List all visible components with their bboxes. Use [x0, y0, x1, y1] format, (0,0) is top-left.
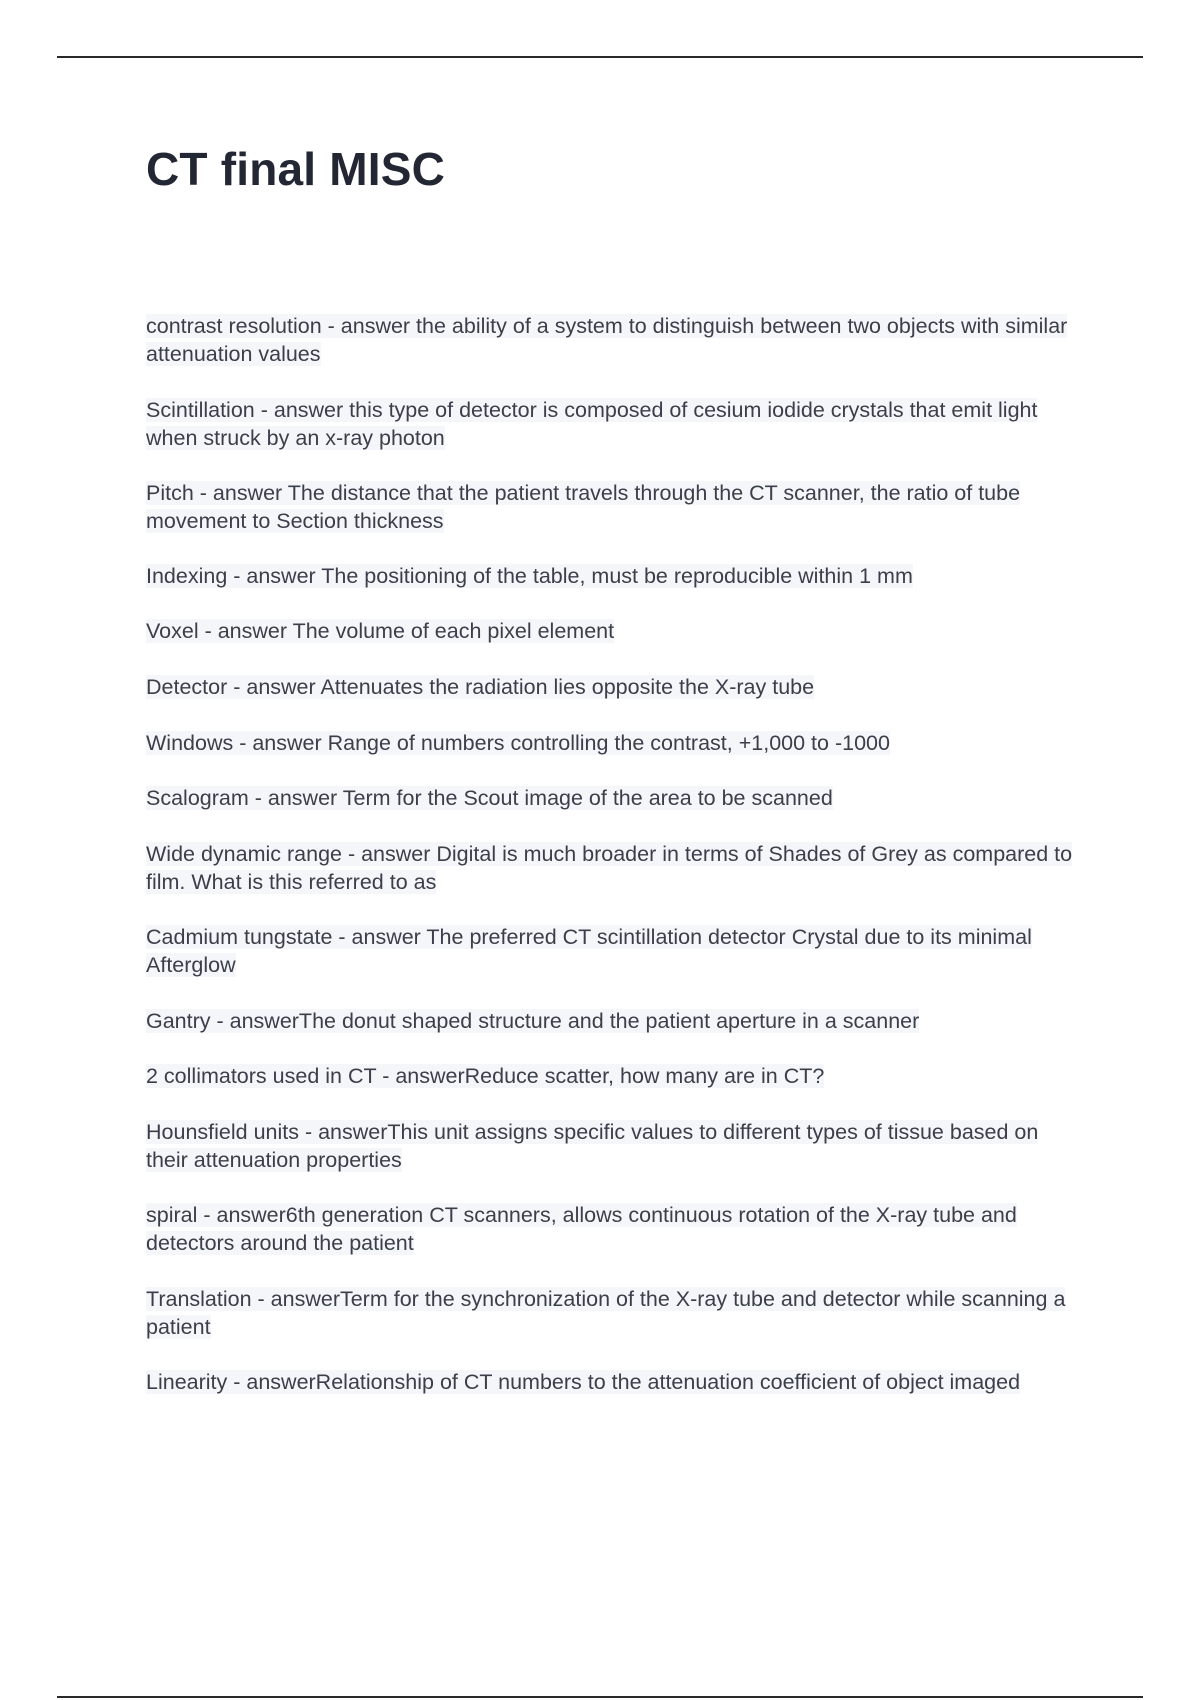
- entry-text: Detector - answer Attenuates the radiation lies opposite the X-ray tube: [146, 675, 815, 699]
- entry-text: Linearity - answerRelationship of CT numbers to the attenuation coefficient of object imaged: [146, 1370, 1021, 1394]
- entry-text: Pitch - answer The distance that the patient travels through the CT scanner, the ratio of tube movement to Section thickness: [146, 481, 1021, 533]
- bottom-rule: [57, 1696, 1143, 1698]
- entry-text: Scintillation - answer this type of detector is composed of cesium iodide crystals that emit light when struck by an x-ray photon: [146, 398, 1038, 450]
- list-item: [146, 312, 1086, 368]
- entry-text: spiral - answer6th generation CT scanners, allows continuous rotation of the X-ray tube and detectors around the patient: [146, 1203, 1017, 1255]
- page-title: CT final MISC: [146, 143, 446, 195]
- entry-text: Wide dynamic range - answer Digital is much broader in terms of Shades of Grey as compared to film. What is this referred to as: [146, 842, 1073, 894]
- list-item: [146, 729, 1086, 757]
- list-item: [146, 1285, 1086, 1341]
- flashcard-list: [146, 312, 1086, 1396]
- list-item: [146, 396, 1086, 452]
- list-item: [146, 1118, 1086, 1174]
- entry-text: 2 collimators used in CT - answerReduce scatter, how many are in CT?: [146, 1064, 825, 1088]
- entry-text: Translation - answerTerm for the synchronization of the X-ray tube and detector while scanning a patient: [146, 1287, 1066, 1339]
- list-item: [146, 1007, 1086, 1035]
- list-item: [146, 617, 1086, 645]
- list-item: [146, 1062, 1086, 1090]
- list-item: [146, 1368, 1086, 1396]
- entry-text: Hounsfield units - answerThis unit assigns specific values to different types of tissue based on their attenuation properties: [146, 1120, 1039, 1172]
- list-item: [146, 562, 1086, 590]
- entry-text: Gantry - answerThe donut shaped structure and the patient aperture in a scanner: [146, 1009, 920, 1033]
- list-item: [146, 673, 1086, 701]
- entry-text: contrast resolution - answer the ability of a system to distinguish between two objects with similar attenuation values: [146, 314, 1068, 366]
- entry-text: Scalogram - answer Term for the Scout image of the area to be scanned: [146, 786, 833, 810]
- list-item: [146, 479, 1086, 535]
- list-item: [146, 1201, 1086, 1257]
- top-rule: [57, 56, 1143, 58]
- list-item: [146, 840, 1086, 896]
- entry-text: Windows - answer Range of numbers controlling the contrast, +1,000 to -1000: [146, 731, 890, 755]
- list-item: [146, 784, 1086, 812]
- entry-text: Indexing - answer The positioning of the table, must be reproducible within 1 mm: [146, 564, 913, 588]
- list-item: [146, 923, 1086, 979]
- entry-text: Voxel - answer The volume of each pixel element: [146, 619, 615, 643]
- entry-text: Cadmium tungstate - answer The preferred CT scintillation detector Crystal due to its minimal Afterglow: [146, 925, 1032, 977]
